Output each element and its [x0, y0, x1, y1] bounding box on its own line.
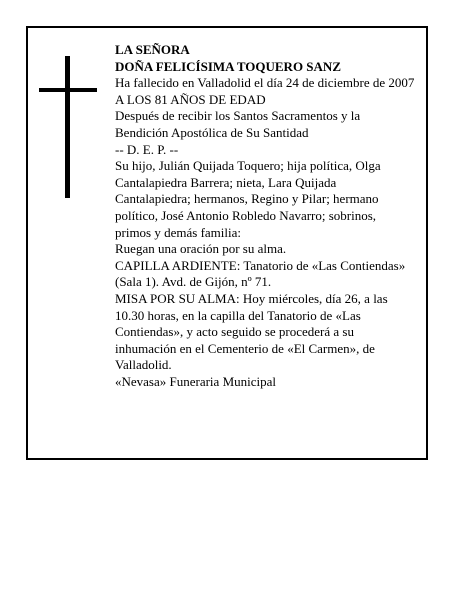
sacraments-statement: Después de recibir los Santos Sacramentos y la Bendición Apostólica de Su Santidad	[115, 108, 361, 140]
cross-icon	[39, 56, 97, 198]
notice-heading: LA SEÑORA	[115, 42, 190, 57]
family-list: Su hijo, Julián Quijada Toquero; hija política, Olga Cantalapiedra Barrera; nieta, Lara Quijada Cantalapiedra; hermanos, Regino y Pilar; hermano político, José Antonio Robledo Navarro; sobrinos, primos y demás familia:	[115, 158, 381, 240]
cross-horizontal-bar	[39, 88, 97, 92]
mass-info: MISA POR SU ALMA: Hoy miércoles, día 26, a las 10.30 horas, en la capilla del Tanatorio de «Las Contiendas», y acto seguido se procederá a su inhumación en el Cementerio de «El Carmen», de Valladolid.	[115, 290, 388, 373]
notice-text	[115, 42, 415, 390]
age-statement: A LOS 81 AÑOS DE EDAD	[115, 91, 266, 107]
death-statement: Ha fallecido en Valladolid el día 24 de diciembre de 2007	[115, 75, 415, 91]
chapel-info: CAPILLA ARDIENTE: Tanatorio de «Las Contiendas» (Sala 1). Avd. de Gijón, nº 71.	[115, 257, 406, 290]
obituary-notice	[26, 26, 428, 460]
rip-line: -- D. E. P. --	[115, 141, 179, 157]
funeral-home: «Nevasa» Funeraria Municipal	[115, 373, 277, 389]
deceased-name: DOÑA FELICÍSIMA TOQUERO SANZ	[115, 58, 341, 74]
prayer-request: Ruegan una oración por su alma.	[115, 241, 287, 257]
cross-vertical-bar	[65, 56, 70, 198]
